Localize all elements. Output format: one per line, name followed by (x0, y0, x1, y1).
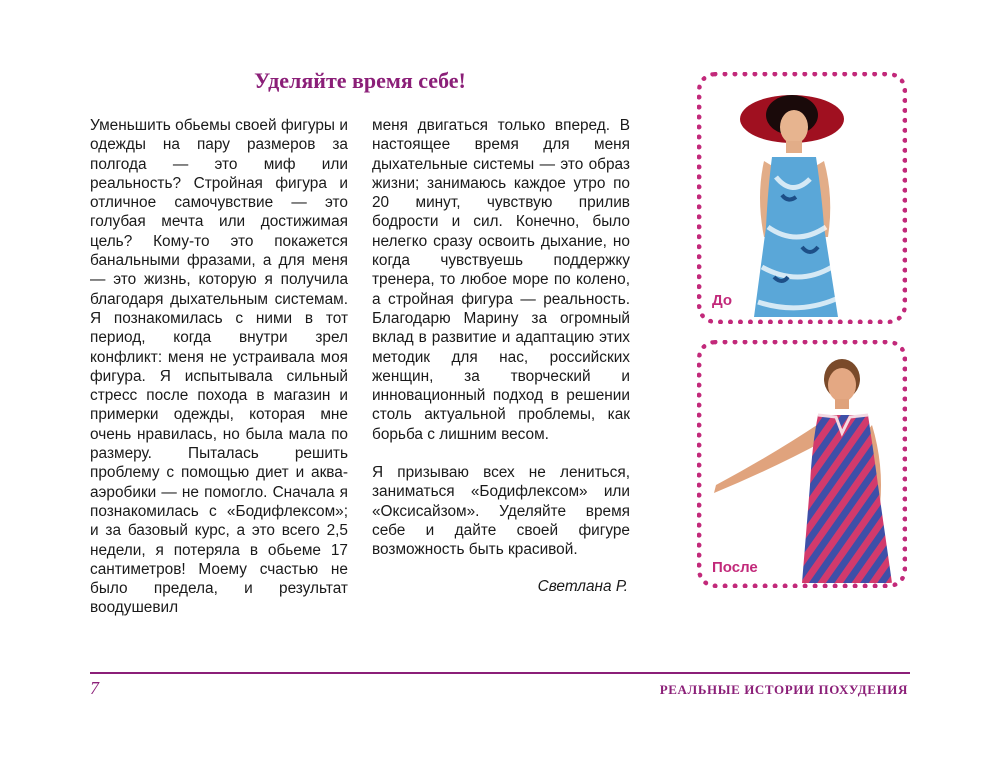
signature: Светлана Р. (537, 578, 628, 595)
after-photo (702, 345, 902, 583)
after-label: После (712, 559, 758, 576)
before-label: До (712, 292, 733, 309)
column-1-text: Уменьшить обьемы своей фигуры и одежды на пару размеров за полгода — это миф или реальность? Стройная фигура и отличное самочувствие — это голубая мечта или достижимая цель? Кому-то это покажется банальными фразами, а для меня — это жизнь, которую я получила благодаря дыхательным системам. Я познакомилась с ними в тот период, когда внутри зрел конфликт: меня не устраивала моя фигура. Я испытывала сильный стресс после похода в магазин и примерки одежды, которая мне очень нравилась, но была мала по размеру. Пыталась решить проблему с помощью диет и аква-аэробики — не помогло. Сначала я познакомилась с «Бодифлексом»; и за базовый курс, а это всего 2,5 недели, я потеряла в обьеме 17 сантиметров! Моему счастью не было предела, и результат воодушевил (90, 117, 348, 617)
footer-rule (90, 672, 910, 674)
article-column-2 (372, 116, 630, 560)
page-number: 7 (90, 678, 99, 698)
before-photo-frame (697, 72, 907, 324)
column-2-paragraph-1: меня двигаться только вперед. В настоящее время для меня дыхательные системы — это образ жизни; занимаюсь каждое утро по 20 минут, чувствую прилив бодрости и сил. Конечно, было нелегко сразу освоить дыхание, но когда чувствуешь поддержку тренера, то любое море по колено, а стройная фигура — реальность. Благодарю Марину за огромный вклад в развитие и адаптацию этих методик для нас, российских женщин, за творческий и инновационный подход в решении столь актуальной проблемы, как борьба с лишним весом. (372, 117, 630, 443)
article-title: Уделяйте время себе! (254, 68, 466, 93)
column-2-paragraph-2: Я призываю всех не лениться, заниматься «Бодифлексом» или «Оксисайзом». Уделяйте время себе и дайте своей фигуре возможность быть красивой. (372, 464, 630, 559)
running-footer-title: РЕАЛЬНЫЕ ИСТОРИИ ПОХУДЕНИЯ (659, 682, 908, 697)
after-photo-frame (697, 340, 907, 588)
article-column-1 (90, 116, 348, 618)
before-photo (702, 77, 902, 319)
